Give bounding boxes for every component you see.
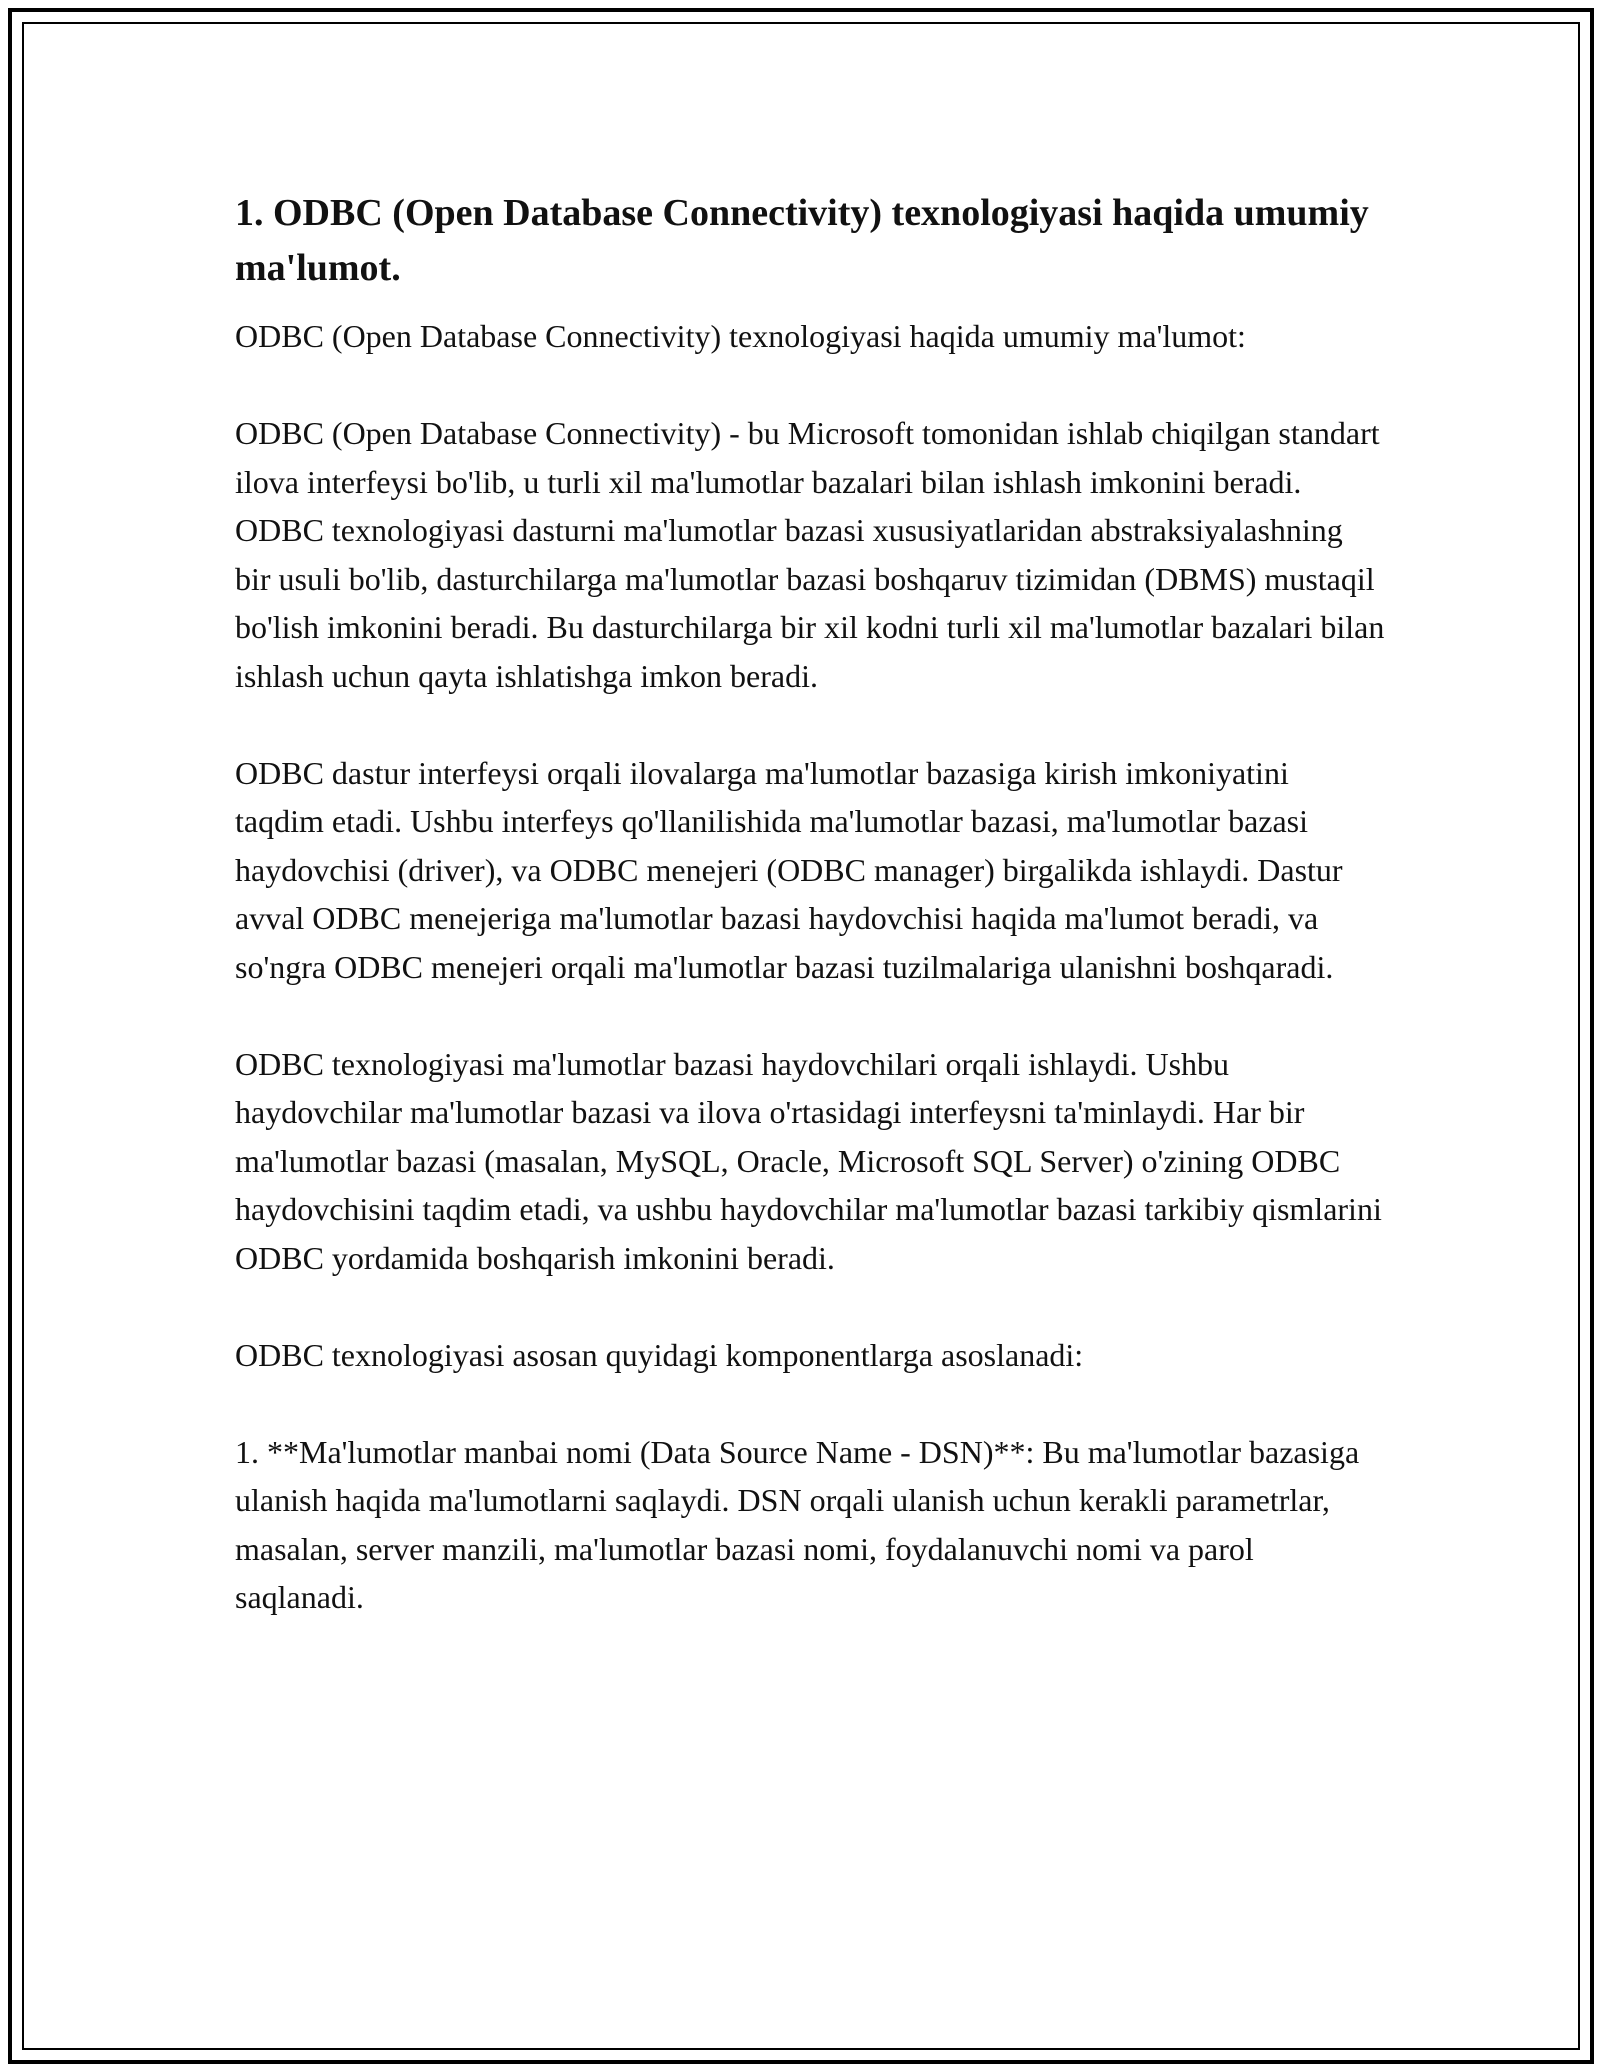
paragraph-dsn: 1. **Ma'lumotlar manbai nomi (Data Source Name - DSN)**: Bu ma'lumotlar bazasiga ulanish haqida ma'lumotlarni saqlaydi. DSN orqali ulanish uchun kerakli parametrlar, masalan, server manzili, ma'lumotlar bazasi nomi, foydalanuvchi nomi va parol saqlanadi. bbox=[235, 1433, 1360, 1615]
paragraph-interface: ODBC dastur interfeysi orqali ilovalarga ma'lumotlar bazasiga kirish imkoniyatini taqdim etadi. Ushbu interfeys qo'llanilishida ma'lumotlar bazasi, ma'lumotlar bazasi haydovchisi (driver), va ODBC menejeri (ODBC manager) birgalikda ishlaydi. Dastur avval ODBC menejeriga ma'lumotlar bazasi haydovchisi haqida ma'lumot beradi, va so'ngra ODBC menejeri orqali ma'lumotlar bazasi tuzilmalariga ulanishni boshqaradi. bbox=[235, 754, 1343, 985]
paragraph-intro: ODBC (Open Database Connectivity) texnologiyasi haqida umumiy ma'lumot: bbox=[235, 318, 1246, 354]
paragraph-components-intro: ODBC texnologiyasi asosan quyidagi komponentlarga asoslanadi: bbox=[235, 1336, 1084, 1373]
document-body bbox=[235, 186, 1385, 1670]
document-title: 1. ODBC (Open Database Connectivity) texnologiyasi haqida umumiy ma'lumot. bbox=[235, 192, 1369, 289]
paragraph-definition: ODBC (Open Database Connectivity) - bu Microsoft tomonidan ishlab chiqilgan standart ilova interfeysi bo'lib, u turli xil ma'lumotlar bazalari bilan ishlash imkonini beradi. ODBC texnologiyasi dasturni ma'lumotlar bazasi xususiyatlaridan abstraksiyalashning bir usuli bo'lib, dasturchilarga ma'lumotlar bazasi boshqaruv tizimidan (DBMS) mustaqil bo'lish imkonini beradi. Bu dasturchilarga bir xil kodni turli xil ma'lumotlar bazalari bilan ishlash uchun qayta ishlatishga imkon beradi. bbox=[235, 415, 1385, 694]
paragraph-drivers: ODBC texnologiyasi ma'lumotlar bazasi haydovchilari orqali ishlaydi. Ushbu haydovchilar ma'lumotlar bazasi va ilova o'rtasidagi interfeysni ta'minlaydi. Har bir ma'lumotlar bazasi (masalan, MySQL, Oracle, Microsoft SQL Server) o'zining ODBC haydovchisini taqdim etadi, va ushbu haydovchilar ma'lumotlar bazasi tarkibiy qismlarini ODBC yordamida boshqarish imkonini beradi. bbox=[235, 1045, 1382, 1276]
